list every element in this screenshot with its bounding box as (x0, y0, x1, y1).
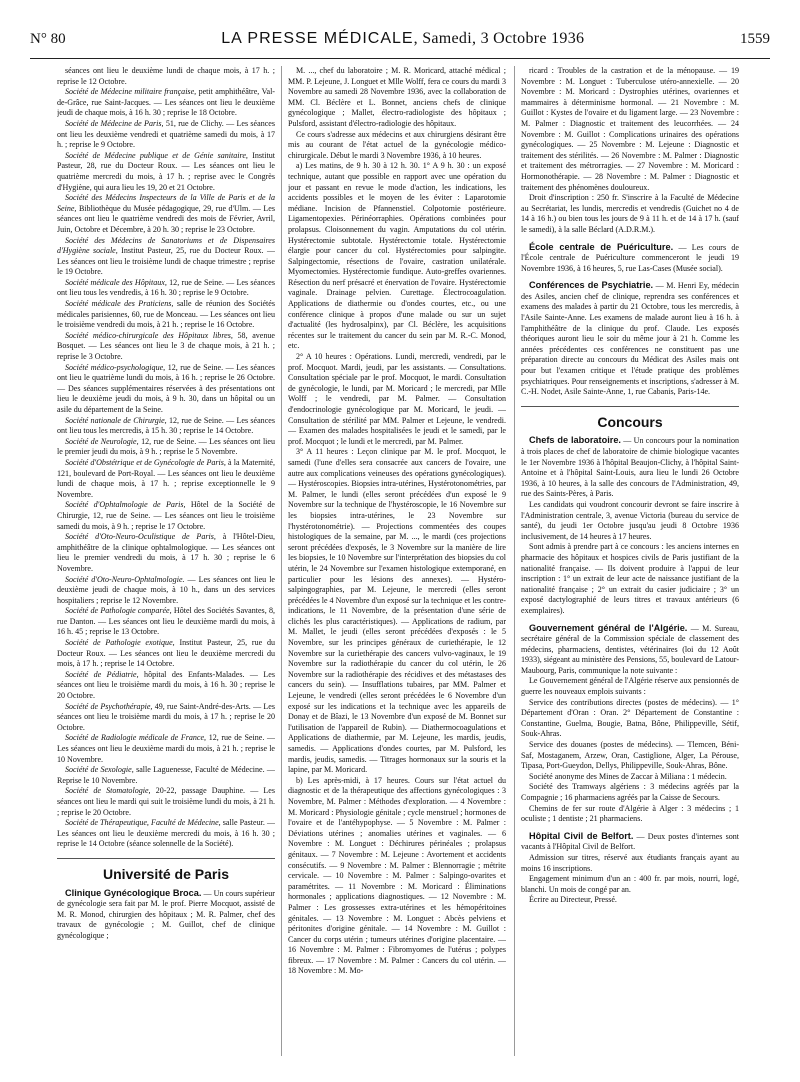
society-entry: Société de Pédiatrie, hôpital des Enfants-Malades. — Les séances ont lieu le troisième mardi du mois, à 16 h. 30 ; reprise le 20 Octobre. (57, 669, 275, 701)
section-rule (57, 858, 275, 859)
paragraph: b) Les après-midi, à 17 heures. Cours sur l'état actuel du diagnostic et de la thérapeutique des affections gynécologiques : 3 Novembre, M. Palmer : Méthodes d'exploration. — 4 Novembre : M. Moricard : Physiologie génitale ; cycle menstruel ; hormones de l'ovaire et de l'antéhypophyse. — 5 Novembre : M. Palmer : Déviations utérines ; anomalies utérines et vaginales. — 6 Novembre : M. Longuet : Déchirures périnéales ; prolapsus génitaux. — 7 Novembre : M. Lejeune : Avortement et accidents consécutifs. — 9 Novembre : M. Palmer : Blennorragie ; métrite cervicale. — 10 Novembre : M. Palmer : Salpingo-ovarites et paramétrites. — 11 Novembre : M. Moricard : Éliminations hormonales ; applications diagnostiques. — 12 Novembre : M. Palmer : Les grossesses extra-utérines et les hémopéritoines génitales. — 13 Novembre : M. Longuet : Abcès pelviens et péritonites d'origine génitale. — 14 Novembre : M. Guillot : Cancer du corps utérin ; tumeurs utérines d'origine placentaire. — 16 Novembre : M. Palmer : Fibromyomes de l'utérus ; polypes fibreux. — 17 Novembre : M. Palmer : Cancers du col utérin. — 18 Novembre : M. Mo- (288, 775, 506, 976)
paragraph: Droit d'inscription : 250 fr. S'inscrire à la Faculté de Médecine au Secrétariat, les lundis, mercredis et vendredis (Guichet no 4 de 14 à 16 h.) ou bien tous les jours de 9 à 11 h. et de 14 à 17 h. (sauf le samedi), à la salle Béclard (A.D.R.M.). (521, 193, 739, 234)
announcement: Clinique Gynécologique Broca. — Un cours supérieur de gynécologie sera fait par M. le prof. Pierre Mocquot, assisté de M. R. Monod, chirurgien des hôpitaux ; M. R. Palmer, chef des travaux de gynécologie ; M. Guillot, chef de clinique gynécologique ; (57, 887, 275, 940)
society-entry: Société d'Ophtalmologie de Paris, Hôtel de la Société de Chirurgie, 12, rue de Seine. — Les séances ont lieu le troisième samedi du mois, à 9 h. ; reprise le 17 Octobre. (57, 500, 275, 531)
masthead: LA PRESSE MÉDICALE, Samedi, 3 Octobre 1936 (221, 30, 585, 47)
society-entry: Société des Médecins de Sanatoriums et de Dispensaires d'Hygiène sociale, Institut Pasteur, 25, rue du Docteur Roux. — Les séances ont lieu le troisième lundi de chaque trimestre ; reprise le 19 Octobre. (57, 235, 275, 277)
paragraph: Admission sur titres, réservé aux étudiants français ayant au moins 16 inscriptions. (521, 852, 739, 873)
paragraph: 2° A 10 heures : Opérations. Lundi, mercredi, vendredi, par le prof. Mocquot. Mardi, jeudi, par les assistants. — Consultations. Consultation spéciale par le prof. Mocquot, le mardi. Consultation de gynécologie, le lundi, par M. Moricard ; le mercredi, par Mlle Wolff ; le vendredi, par M. Palmer. — Consultation d'endocrinologie gynécologique par M. Moricard, le jeudi. — Consultation de stérilité par MM. Palmer et Lejeune, le vendredi. — Examen des malades hospitalisées le jeudi et le samedi, par le prof. Mocquot ; le lundi et le mercredi, par M. Palmer. (288, 352, 506, 446)
section-title-universite: Université de Paris (102, 865, 230, 882)
paragraph: 3° A 11 heures : Leçon clinique par M. le prof. Mocquot, le samedi (l'une d'elles sera consacrée aux cancers de l'ovaire, une autre aux complications veineuses des opérations gynécologiques). — Hystéroscopies. Biopsies intra-utérines, Hystérotonométries, par M. Palmer, le lundi (elles seront précédées d'un exposé le 9 Novembre sur la technique de l'hystéroscopie, le 16 Novembre sur les biopsies intra-utérines, le 23 Novembre sur l'hystérotonométrie). — Projections commentées des coupes histologiques de la semaine, par M. ..., le mardi (ces projections seront précédées d'exposés, le 3 Novembre sur la manière de lire les biopsies, le 10 Novembre sur l'interprétation des biopsies du col utérin, le 24 Novembre sur l'examen histologique extemporané, en particulier pour les lésions des annexes). — Hystéro-salpingographies, par M. Lejeune, le mercredi (elles seront précédées le 4 Novembre d'un exposé sur la technique et les contre-indications, le 11 Novembre, de la présentation d'une série de clichés les plus caractéristiques). — Applications de radium, par M. Mallet, le jeudi (elles seront précédées d'exposés : le 5 Novembre, sur les principes généraux de curiethérapie, le 12 Novembre sur la curiethérapie des cancers vulvo-vaginaux, le 19 Novembre sur la radiothérapie du cancer du col utérin, le 26 Novembre sur la radiothérapie des récidives et des métastases des cancers du sein). — Insufflations tubaires, par MM. Palmer et Lejeune, le vendredi (elles seront précédées le 6 Novembre d'un exposé sur les indications et la technique avec les appareils de Donay et de Bîazi, le 13 Novembre d'un exposé de M. Bonnet sur l'utilisation de l'appareil de Rubin). — Diathermocoagulations et Applications de diathermie, par M. Lejeune, les mardis, jeudis, samedis. — Applications d'ondes courtes, par M. Pulsford, les mardis, jeudis, samedis. — Titrages hormonaux sur la souris et la lapine, par M. Moricard. (288, 447, 506, 775)
society-entry: Société nationale de Chirurgie, 12, rue de Seine. — Les séances ont lieu tous les mercredis, à 15 h. 30 ; reprise le 14 Octobre. (57, 415, 275, 436)
paragraph: Engagement minimum d'un an : 400 fr. par mois, nourri, logé, blanchi. Un mois de congé par an. (521, 874, 739, 894)
announcement: Chefs de laboratoire. — Un concours pour la nomination à trois places de chef de laboratoire de chimie biologique vacantes le 1er Novembre 1936 à l'hôpital Beaujon-Clichy, à l'hôpital Saint-Antoine et à l'hôpital Saint-Louis, aura lieu le lundi 26 Octobre 1936, à 10 heures, à la salle des concours de l'Administration, 49, rue des Saints-Pères, à Paris. (521, 435, 739, 499)
column-2 (288, 66, 506, 1066)
society-entry: Société de Médecine militaire française, petit amphithéâtre, Val-de-Grâce, rue Saint-Jacques. — Les séances ont lieu le deuxième jeudi de chaque mois, à 16 h. 30 ; reprise le 18 Octobre. (57, 87, 275, 118)
society-entry: Société d'Obstétrique et de Gynécologie de Paris, à la Maternité, 121, boulevard de Port-Royal. — Les séances ont lieu le deuxième lundi de chaque mois, à 17 h. ; reprise exceptionnelle le 9 Novembre. (57, 457, 275, 499)
paragraph: Les candidats qui voudront concourir devront se faire inscrire à l'Administration centrale, 3, avenue Victoria (bureau du service de santé), du jeudi 1er Octobre jusqu'au jeudi 8 Octobre 1936 inclusivement, de 14 heures à 17 heures. (521, 499, 739, 541)
society-entry: Société d'Oto-Neuro-Ophtalmologie. — Les séances ont lieu le deuxième jeudi de chaque mois, à 10 h., dans un des services hospitaliers ; reprise le 12 Novembre. (57, 574, 275, 605)
society-entry: Société médico-psychologique, 12, rue de Seine. — Les séances ont lieu le quatrième lundi du mois, à 16 h. ; reprise le 26 Octobre. — Des séances supplémentaires réservées à des présentations ont lieu le deuxième jeudi du mois, à 9 h. 30, dans un hôpital ou un asile du département de la Seine. (57, 362, 275, 414)
issue-number: N° 80 (30, 31, 66, 47)
society-entry: Société de Radiologie médicale de France, 12, rue de Seine. — Les séances ont lieu le deuxième mardi du mois, à 21 h. ; reprise le 10 Novembre. (57, 733, 275, 764)
issue-date: Samedi, 3 Octobre 1936 (422, 30, 585, 47)
column-3 (521, 66, 739, 1066)
column-divider (281, 66, 282, 1056)
column-1 (57, 66, 275, 1066)
society-entry: Société de Stomatologie, 20-22, passage Dauphine. — Les séances ont lieu le mardi qui suit le troisième lundi du mois, à 21 h. ; reprise le 20 Octobre. (57, 786, 275, 817)
society-entry: Société médicale des Hôpitaux, 12, rue de Seine. — Les séances ont lieu tous les vendredis, à 16 h. 30 ; reprise le 9 Octobre. (57, 277, 275, 298)
paragraph: a) Les matins, de 9 h. 30 à 12 h. 30. 1° A 9 h. 30 : un exposé technique, autant que possible en rapport avec une opération du jour et passant en revue le mode d'action, les indications, les accidents possibles et le moyen de les éviter : Laparotomie médiane. Incision de Pfannenstiel. Colpotomie postérieure. Ligamentopexies. Périnéorraphies. Opérations combinées pour prolapsus. Cloisonnement du vagin. Amputations du col utérin. Hystérectomie subtotale. Hystérectomie totale. Hystérectomie élargie pour cancer du col. Hystérectomies pour salpingite. Salpingectomie, résections de l'ovaire, castration unilatérale. Myomectomies. Hystérectomie fundique. Auto-greffes ovariennes. Résection du nerf présacré et énervation de l'ovaire. Hystérectomie vaginale. Drainage pelvien. Curettage. Électrocoagulation. Applications de diathermie ou d'ondes courtes, etc., ou une conférence clinique à propos d'une malade ou sur un sujet d'actualité (les hydrosalpinx), par Cl. Béclère, les acquisitions récentes sur le traitement du cancer du sein par M. R.-C. Monod, etc. (288, 161, 506, 351)
society-entry: Société des Médecins Inspecteurs de la Ville de Paris et de la Seine, Bibliothèque du Musée pédagogique, 29, rue d'Ulm. — Les séances ont lieu le quatrième vendredi des mois de Février, Avril, Juin, Octobre et Décembre, à 20 h. 30 ; reprise le 23 Octobre. (57, 193, 275, 234)
announcement: Gouvernement général de l'Algérie. — M. Sureau, secrétaire général de la Commission spéciale de classement des médecins, pharmaciens, dentistes, vétérinaires (loi du 12 Août 1933), siégeant au ministère des Pensions, 55, boulevard de Latour-Maubourg, Paris, communique la note suivante : (521, 622, 739, 675)
society-entry: Société de Pathologie exotique, Institut Pasteur, 25, rue du Docteur Roux. — Les séances ont lieu le deuxième mercredi du mois, à 17 h. ; reprise le 14 Octobre. (57, 638, 275, 669)
paragraph: Ce cours s'adresse aux médecins et aux chirurgiens désirant être mis au courant de l'état actuel de la gynécologie médico-chirurgicale. Début le mardi 3 Novembre 1936, à 10 heures. (288, 129, 506, 160)
header-rule (30, 58, 770, 59)
paragraph: Service des douanes (postes de médecins). — Tlemcen, Béni-Saf, Mostaganem, Arzew, Oran, Castiglione, Alger, La Pérouse, Tipasa, Port-Gueydon, Dellys, Philippeville, Souk-Ahras, Bône. (521, 740, 739, 771)
paragraph: séances ont lieu le deuxième lundi de chaque mois, à 17 h. ; reprise le 12 Octobre. (57, 66, 275, 86)
page-number: 1559 (740, 31, 770, 47)
society-entry: Société de Thérapeutique, Faculté de Médecine, salle Pasteur. — Les séances ont lieu le deuxième mercredi du mois, à 16 h. 30 ; reprise le 14 Octobre (séance solennelle de la Société). (57, 818, 275, 849)
announcement: Hôpital Civil de Belfort. — Deux postes d'internes sont vacants à l'Hôpital Civil de Belfort. (521, 830, 739, 852)
society-entry: Société médicale des Praticiens, salle de réunion des Sociétés médicales parisiennes, 60, rue de Monceau. — Les séances ont lieu le troisième vendredi du mois, à 21 h. ; reprise le 16 Octobre. (57, 299, 275, 330)
society-entry: Société de Médecine de Paris, 51, rue de Clichy. — Les séances ont lieu les deuxième vendredi et quatrième samedi du mois, à 17 h. ; reprise le 9 Octobre. (57, 118, 275, 150)
society-entry: Société de Psychothérapie, 49, rue Saint-André-des-Arts. — Les séances ont lieu le troisième mardi du mois, à 17 h. ; reprise le 20 Octobre. (57, 701, 275, 732)
announcement: École centrale de Puériculture. — Les cours de l'École centrale de Puériculture commenceront le jeudi 19 Novembre 1936, à 16 heures, 5, rue Las-Cases (Musée social). (521, 241, 739, 273)
paragraph: ricard : Troubles de la castration et de la ménopause. — 19 Novembre : M. Longuet : Tuberculose utéro-annexielle. — 20 Novembre : M. Moricard : Dystrophies utérines, ovariennes et mammaires à déterminisme hormonal. — 21 Novembre : M. Guillot : Kystes de l'ovaire et du ligament large. — 23 Novembre : M. Palmer : Diagnostic et traitement des leucorrhées. — 24 Novembre : M. Guillot : Complications urinaires des opérations gynécologiques. — 25 Novembre : M. Lejeune : Diagnostic et traitement des stérilités. — 26 Novembre : M. Palmer : Diagnostic et traitement des métrorragies. — 27 Novembre : M. Moricard : Hormonothérapie. — 28 Novembre : M. Palmer : Diagnostic et traitement des phénomènes douloureux. (521, 66, 739, 192)
paragraph: Service des contributions directes (postes de médecins). — 1° Département d'Oran : Oran. 2° Département de Constantine : Constantine, Guelma, Bougie, Batna, Bône, Philippeville, Sétif, Souk-Ahras. (521, 697, 739, 739)
section-rule (521, 406, 739, 407)
society-entry: Société de Neurologie, 12, rue de Seine. — Les séances ont lieu le premier jeudi du mois, à 9 h. ; reprise le 5 Novembre. (57, 436, 275, 457)
paragraph: M. ..., chef du laboratoire ; M. R. Moricard, attaché médical ; MM. P. Lejeune, J. Longuet et Mlle Wolff, fera ce cours du mardi 3 Novembre au samedi 28 Novembre 1936, avec la collaboration de MM. Cl. Béclère et L. Bonnet, anciens chefs de clinique gynécologique ; Mallet, électro-radiologiste des hôpitaux ; Pulsford, assistant d'électro-radiologie des hôpitaux. (288, 66, 506, 128)
paragraph: Sont admis à prendre part à ce concours : les anciens internes en pharmacie des hôpitaux et hospices civils de Paris justifiant de la nationalité française. — Ils doivent produire à l'appui de leur inscription : 1° un extrait de leur acte de naissance justifiant de la nationalité française ; 2° un extrait du casier judiciaire ; 3° un exposé dactylographié de leurs titres et travaux antérieurs (6 exemplaires). (521, 542, 739, 615)
column-divider (514, 66, 515, 1056)
society-entry: Société d'Oto-Neuro-Oculistique de Paris, à l'Hôtel-Dieu, amphithéâtre de la clinique ophtalmologique. — Les séances ont lieu le premier vendredi du mois, à 17 h. 30 ; reprise le 6 Novembre. (57, 532, 275, 573)
announcement: Conférences de Psychiatrie. — M. Henri Ey, médecin des Asiles, ancien chef de clinique, reprendra ses conférences et examens des malades à partir du 21 Octobre, tous les mercredis, à l'Asile Sainte-Anne. Les examens de malade auront lieu à 16 h. à l'amphithéâtre de la clinique du prof. Claude. Les exposés théoriques auront lieu le soir du même jour à 21 h. Comme les années précédentes ces conférences ne constituent pas une préparation directe au concours du Médicat des Asiles mais ont pour but l'examen critique et l'étude pratique des problèmes psychiatriques. Pour renseignements et inscriptions, s'adresser à M. C.-H. Nodet, Asile Sainte-Anne, 1, rue Cabanis, Paris-14e. (521, 280, 739, 397)
paragraph: Chemins de fer sur route d'Algérie à Alger : 3 médecins ; 1 oculiste ; 1 dentiste ; 21 pharmaciens. (521, 803, 739, 824)
society-entry: Société de Sexologie, salle Laguenesse, Faculté de Médecine. — Reprise le 10 Novembre. (57, 765, 275, 785)
paragraph: Société anonyme des Mines de Zaccar à Miliana : 1 médecin. (529, 771, 727, 781)
page-header (30, 30, 770, 56)
paragraph: Écrire au Directeur, Pressé. (529, 895, 617, 905)
society-entry: Société de Médecine publique et de Génie sanitaire, Institut Pasteur, 28, rue du Docteur Roux. — Les séances ont lieu le quatrième mercredi du mois, à 17 h. ; reprise avec le Congrès d'Hygiène, qui aura lieu les 19, 20 et 21 Octobre. (57, 150, 275, 192)
section-title-concours: Concours (597, 413, 663, 430)
paragraph: Société des Tramways algériens : 3 médecins agréés par la Compagnie ; 16 pharmaciens agréés par la Caisse de Secours. (521, 782, 739, 802)
paragraph: Le Gouvernement général de l'Algérie réserve aux pensionnés de guerre les nouveaux emplois suivants : (521, 676, 739, 697)
newspaper-title: LA PRESSE MÉDICALE (221, 30, 414, 47)
society-entry: Société de Pathologie comparée, Hôtel des Sociétés Savantes, 8, rue Danton. — Les séances ont lieu le deuxième mardi du mois, à 16 h. 45 ; reprise le 13 Octobre. (57, 606, 275, 637)
society-entry: Société médico-chirurgicale des Hôpitaux libres, 58, avenue Bosquet. — Les séances ont lieu le 3 de chaque mois, à 21 h. ; reprise le 3 Octobre. (57, 330, 275, 362)
